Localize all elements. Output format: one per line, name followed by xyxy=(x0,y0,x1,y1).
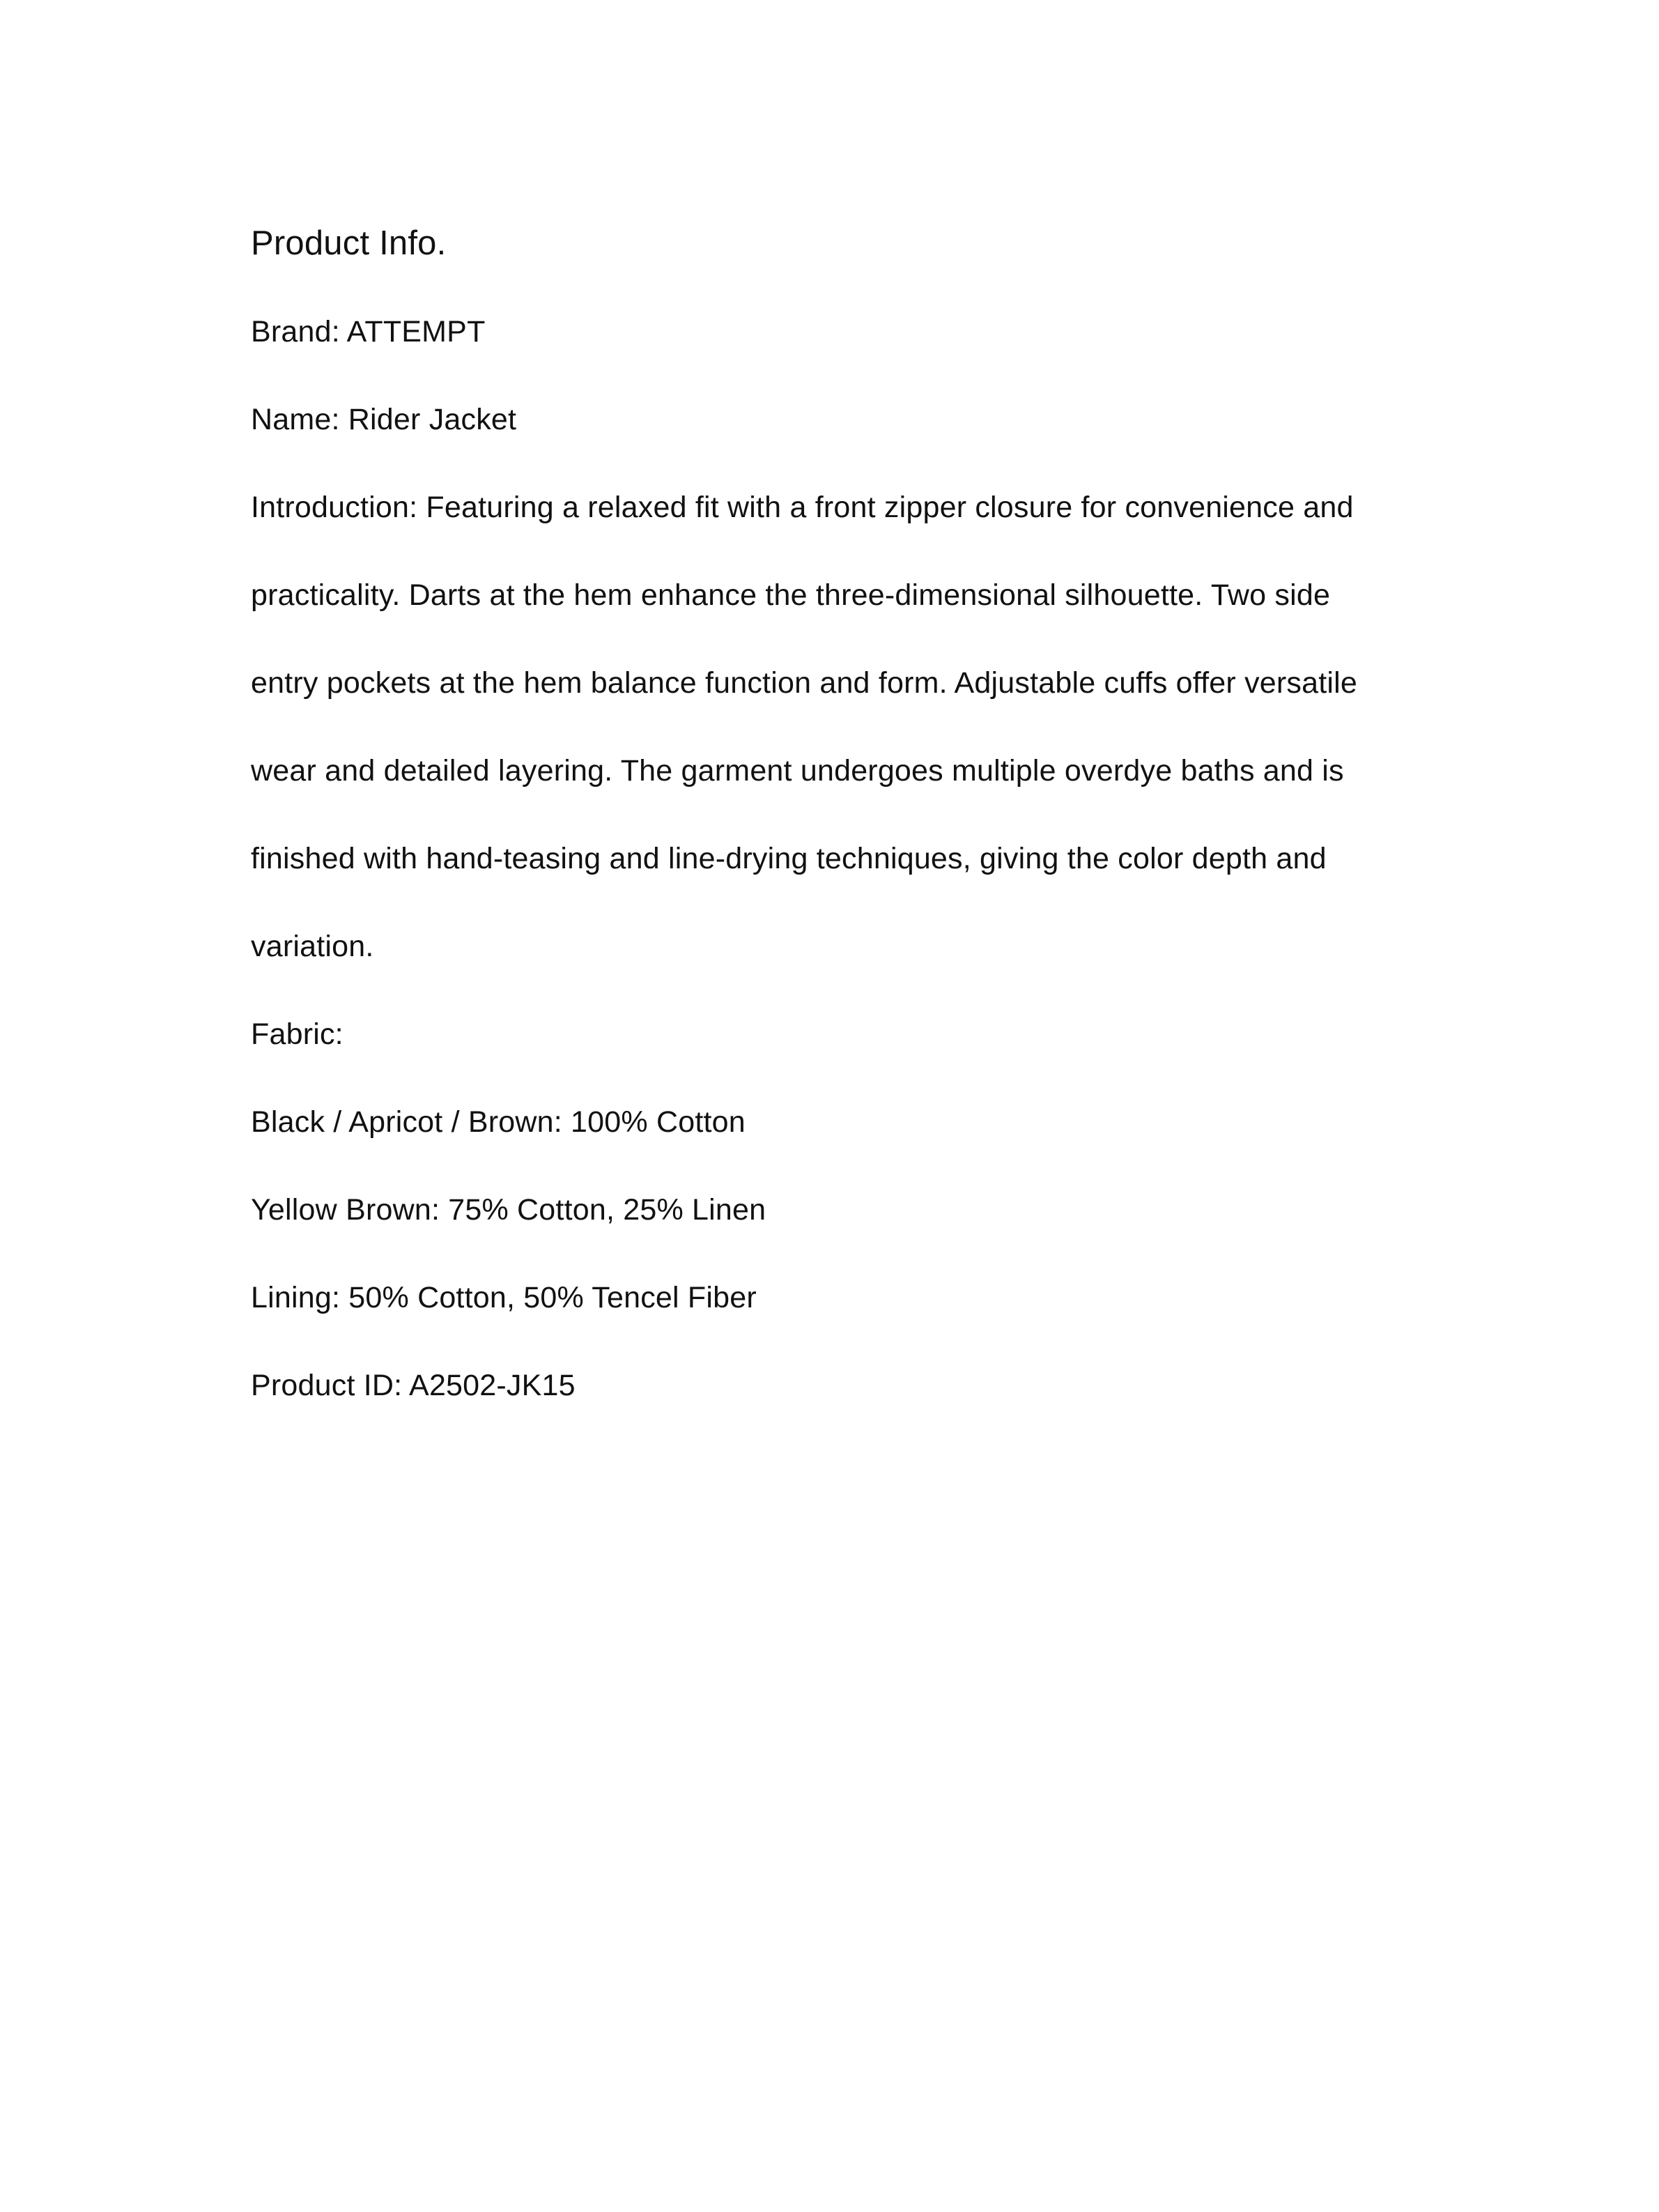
fabric-line: Black / Apricot / Brown: 100% Cotton xyxy=(251,1105,746,1139)
fabric-line: Yellow Brown: 75% Cotton, 25% Linen xyxy=(251,1193,766,1227)
fabric-line: Lining: 50% Cotton, 50% Tencel Fiber xyxy=(251,1281,757,1314)
product-id-line: Product ID: A2502-JK15 xyxy=(251,1369,576,1402)
introduction-line: wear and detailed layering. The garment undergoes multiple overdye baths and is xyxy=(251,754,1344,788)
introduction-line: practicality. Darts at the hem enhance the three-dimensional silhouette. Two side xyxy=(251,578,1331,612)
introduction-line: finished with hand-teasing and line-drying techniques, giving the color depth and xyxy=(251,842,1327,875)
introduction-line: entry pockets at the hem balance function and form. Adjustable cuffs offer versatile xyxy=(251,666,1358,700)
name-line: Name: Rider Jacket xyxy=(251,403,517,436)
document-title: Product Info. xyxy=(251,224,447,262)
fabric-heading: Fabric: xyxy=(251,1017,344,1051)
introduction-line: Introduction: Featuring a relaxed fit with a front zipper closure for convenience and xyxy=(251,491,1354,524)
brand-line: Brand: ATTEMPT xyxy=(251,315,486,348)
document-page xyxy=(251,0,1435,2212)
introduction-line: variation. xyxy=(251,930,374,963)
